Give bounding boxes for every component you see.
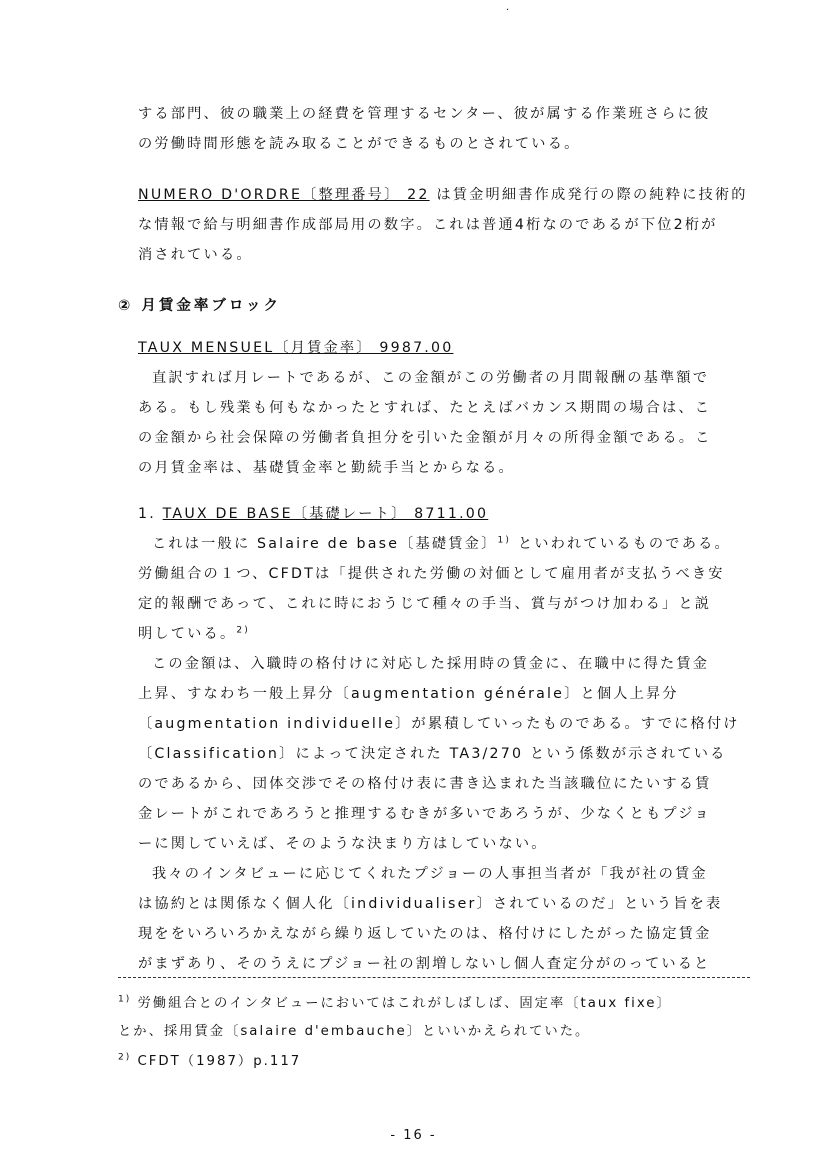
intro-paragraph bbox=[138, 99, 750, 159]
text-run: これは一般に Salaire de base〔基礎賃金〕 bbox=[152, 536, 498, 552]
text-line: 現ををいろいろかえながら繰り返していたのは、格付けにしたがった協定賃金 bbox=[138, 926, 712, 942]
item-number: 1. bbox=[138, 506, 156, 522]
taux-mensuel-label: TAUX MENSUEL〔月賃金率〕 9987.00 bbox=[138, 340, 454, 356]
text-line: の月賃金率は、基礎賃金率と勤続手当とからなる。 bbox=[138, 460, 515, 476]
taux-mensuel-label-line bbox=[138, 333, 750, 363]
scan-artifact-dot: . bbox=[506, 2, 510, 13]
text-line: がまずあり、そのうえにプジョー社の割増しないし個人査定分がのっていると bbox=[138, 956, 711, 972]
text-line bbox=[138, 180, 750, 210]
text-line: ーに関していえば、そのような決まり方はしていない。 bbox=[138, 836, 548, 852]
footnote-divider bbox=[118, 977, 750, 978]
taux-de-base-label-line bbox=[138, 499, 750, 529]
numero-paragraph bbox=[138, 180, 750, 270]
text-run: 明している。 bbox=[138, 626, 237, 642]
taux-mensuel-paragraph bbox=[138, 333, 750, 483]
taux-de-base-label: TAUX DE BASE〔基礎レート〕 8711.00 bbox=[162, 506, 489, 522]
text-line: のであるから、団体交渉でその格付け表に書き込まれた当該職位にたいする賃 bbox=[138, 776, 712, 792]
text-line: 上昇、すなわち一般上昇分〔augmentation générale〕と個人上昇分 bbox=[138, 686, 679, 702]
text-line: 直訳すれば月レートであるが、この金額がこの労働者の月間報酬の基準額で bbox=[152, 370, 710, 386]
footnote-text: 労働組合とのインタビューにおいてはこれがしばしば、固定率〔taux fixe〕 bbox=[137, 996, 672, 1011]
section-heading: ② 月賃金率ブロック bbox=[118, 298, 282, 314]
footnote-ref-1: 1) bbox=[497, 535, 512, 546]
text-line: 金レートがこれであろうと推理するむきが多いであろうが、少なくともプジョ bbox=[138, 806, 711, 822]
footnote-1-cont: とか、採用賃金〔salaire d'embauche〕といいかえられていた。 bbox=[118, 1024, 591, 1039]
numero-text: は賃金明細書作成発行の際の純粋に技術的 bbox=[429, 187, 748, 203]
text-line: する部門、彼の職業上の経費を管理するセンター、彼が属する作業班さらに彼 bbox=[138, 106, 711, 122]
text-line: 〔Classification〕によって決定された TA3/270 という係数が示されている bbox=[138, 746, 727, 762]
text-line: な情報で給与明細書作成部局用の数字。これは普通4桁なのであるが下位2桁が bbox=[138, 217, 718, 233]
text-line: は協約とは関係なく個人化〔individualiser〕されているのだ」という旨を表 bbox=[138, 896, 723, 912]
text-line: 〔augmentation individuelle〕が累積していったものである。すでに格付け bbox=[138, 716, 740, 732]
taux-de-base-section bbox=[138, 499, 750, 979]
footnote-1 bbox=[118, 990, 758, 1018]
text-line bbox=[138, 619, 750, 649]
page-number: - 16 - bbox=[390, 1128, 437, 1143]
text-line: 労働組合の１つ、CFDTは「提供された労働の対価として雇用者が支払うべき安 bbox=[138, 566, 725, 582]
footnote-marker-2: 2) bbox=[118, 1052, 132, 1063]
text-line: この金額は、入職時の格付けに対応した採用時の賃金に、在職中に得た賃金 bbox=[152, 656, 710, 672]
text-line bbox=[138, 529, 750, 559]
numero-label: NUMERO D'ORDRE〔整理番号〕 22 bbox=[138, 187, 430, 203]
text-line: 定的報酬であって、これに時におうじて種々の手当、賞与がつけ加わる」と説 bbox=[138, 596, 712, 612]
text-line: 我々のインタビューに応じてくれたプジョーの人事担当者が「我が社の賃金 bbox=[152, 866, 708, 882]
text-line: の労働時間形態を読み取ることができるものとされている。 bbox=[138, 136, 581, 152]
text-line: 消されている。 bbox=[138, 247, 253, 263]
footnote-ref-2: 2) bbox=[236, 625, 250, 636]
text-run: といわれているものである。 bbox=[511, 536, 731, 552]
footnote-text: CFDT（1987）p.117 bbox=[137, 1054, 302, 1069]
text-line: ある。もし残業も何もなかったとすれば、たとえばバカンス期間の場合は、こ bbox=[138, 400, 712, 416]
footnote-marker-1: 1) bbox=[118, 994, 132, 1005]
text-line: の金額から社会保障の労働者負担分を引いた金額が月々の所得金額である。こ bbox=[138, 430, 712, 446]
footnote-2 bbox=[118, 1048, 758, 1076]
